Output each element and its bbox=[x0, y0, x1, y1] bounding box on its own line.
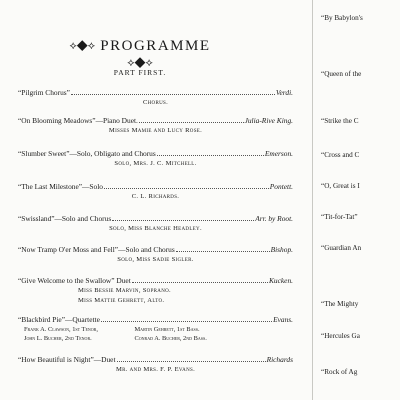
next-page-item: “By Babylon's bbox=[321, 14, 363, 22]
ornament-left-icon: ⟡◆⟡ bbox=[69, 40, 96, 52]
performers: Chorus. bbox=[142, 99, 169, 106]
composer: Verdi. bbox=[275, 88, 293, 97]
leader-dots bbox=[176, 245, 270, 252]
piece-title: “On Blooming Meadows”—Piano Duet. bbox=[18, 116, 138, 125]
next-page-item: “Tit-for-Tat” bbox=[321, 213, 358, 221]
composer: Julia-Rive King. bbox=[244, 116, 293, 125]
performers: Solo, Mrs. J. C. Mitchell. bbox=[114, 160, 197, 167]
leader-dots bbox=[101, 315, 272, 322]
performers: Miss Bessie Marvin, Soprano. bbox=[78, 287, 171, 294]
next-page-item: “Guardian An bbox=[321, 244, 362, 252]
performers: Solo, Miss Blanche Headley. bbox=[109, 225, 202, 232]
quartet-performers bbox=[18, 325, 239, 343]
performer: Frank A. Clawson, 1st Tenor, bbox=[24, 326, 98, 333]
composer: Arr. by Root. bbox=[255, 214, 293, 223]
piece-title: “Blackbird Pie”—Quartette bbox=[18, 315, 100, 324]
composer: Evans. bbox=[273, 315, 293, 324]
performers: C. L. Richards. bbox=[131, 193, 180, 200]
programme-entry bbox=[18, 315, 293, 343]
composer: Bishop. bbox=[270, 245, 293, 254]
piece-title: “Slumber Sweet”—Solo, Obligato and Chorus bbox=[18, 149, 156, 158]
piece-title: “Now Tramp O'er Moss and Fell”—Solo and Chorus bbox=[18, 245, 175, 254]
next-page-item: “The Mighty bbox=[321, 300, 359, 308]
next-page bbox=[313, 0, 400, 400]
leader-dots bbox=[117, 355, 266, 362]
next-page-item: “Queen of the bbox=[321, 70, 362, 78]
performer: Martin Gehrett, 1st Bass. bbox=[134, 326, 200, 333]
composer: Emerson. bbox=[264, 149, 293, 158]
next-page-item: “Hercules Ga bbox=[321, 332, 360, 340]
composer: Richards bbox=[266, 355, 293, 364]
performer: Conrad A. Bucher, 2nd Bass. bbox=[134, 335, 207, 342]
piece-title: “The Last Milestone”—Solo bbox=[18, 182, 103, 191]
part-title: PART FIRST. bbox=[113, 68, 167, 77]
programme-entry bbox=[18, 355, 293, 375]
leader-dots bbox=[112, 214, 254, 221]
composer: Pontett. bbox=[269, 182, 293, 191]
programme-entry bbox=[18, 182, 293, 202]
programme-entry bbox=[18, 149, 293, 169]
leader-dots bbox=[104, 182, 269, 189]
leader-dots bbox=[71, 88, 275, 95]
performers: Miss Mattie Gehrett, Alto. bbox=[78, 297, 165, 304]
programme-entry bbox=[18, 276, 293, 306]
leader-dots bbox=[132, 276, 268, 283]
next-page-item: “Rock of Ag bbox=[321, 368, 358, 376]
leader-dots bbox=[139, 116, 244, 123]
performer: John L. Bucher, 2nd Tenor. bbox=[24, 335, 92, 342]
performers: Solo, Miss Sadie Sigler. bbox=[117, 256, 194, 263]
piece-title: “Pilgrim Chorus” bbox=[18, 88, 70, 97]
programme-entry bbox=[18, 88, 293, 108]
piece-title: “Swissland”—Solo and Chorus bbox=[18, 214, 112, 223]
programme-entry bbox=[18, 245, 293, 265]
programme-heading bbox=[60, 38, 220, 72]
next-page-item: “Cross and C bbox=[321, 151, 360, 159]
next-page-item: “O, Great is I bbox=[321, 182, 360, 190]
programme-title: PROGRAMME bbox=[100, 38, 211, 54]
piece-title: “How Beautiful is Night”—Duet bbox=[18, 355, 116, 364]
composer: Kucken. bbox=[268, 276, 293, 285]
programme-entry bbox=[18, 214, 293, 234]
next-page-item: “Strike the C bbox=[321, 117, 359, 125]
leader-dots bbox=[157, 149, 264, 156]
performers: Mr. and Mrs. F. P. Evans. bbox=[115, 366, 196, 373]
programme-entry bbox=[18, 116, 293, 136]
ornament-right-icon: ⟡◆⟡ bbox=[127, 57, 153, 69]
piece-title: “Give Welcome to the Swallow” Duet bbox=[18, 276, 131, 285]
performers: Misses Mamie and Lucy Rose. bbox=[108, 127, 203, 134]
